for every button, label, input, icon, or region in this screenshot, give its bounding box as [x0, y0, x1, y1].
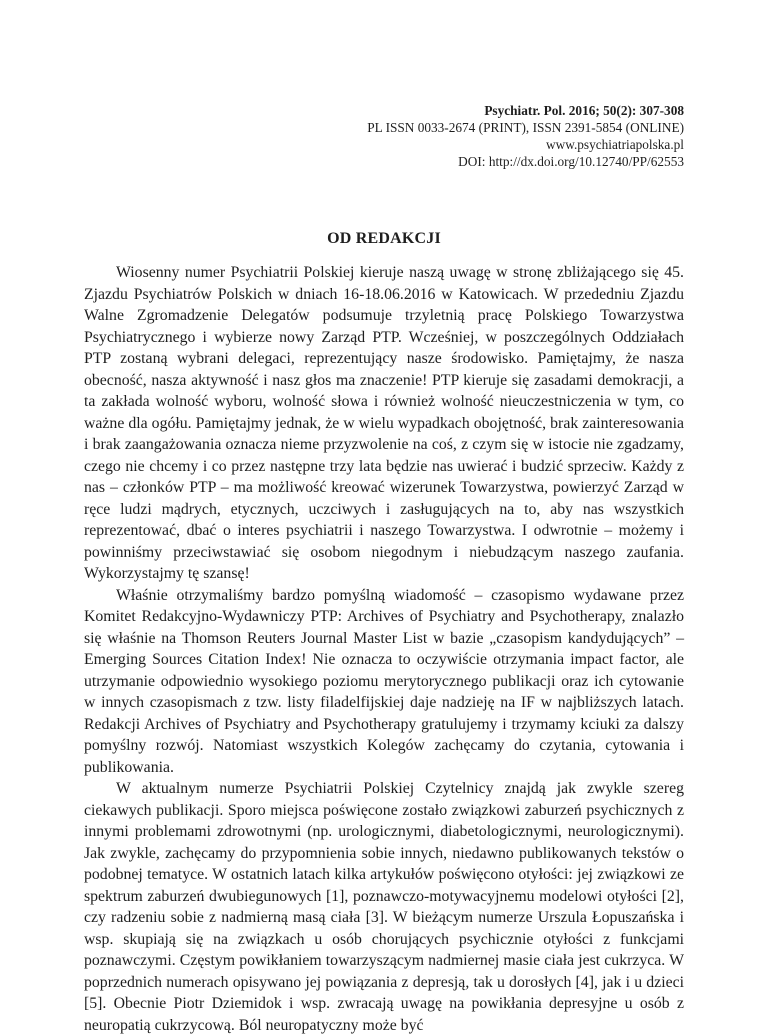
paragraph-congress: Wiosenny numer Psychiatrii Polskiej kieruje naszą uwagę w stronę zbliżającego się 45. Zjazdu Psychiatrów Polskich w dniach 16-18.06.2016 w Katowicach. W przededniu Zjazdu Walne Zgromadzenie Delegatów podsumuje trzyletnią pracę Polskiego Towarzystwa Psychiatrycznego i wybierze nowy Zarząd PTP. Wcześniej, w poszczególnych Oddziałach PTP zostaną wybrani delegaci, reprezentujący nasze środowisko. Pamiętajmy, że nasza obecność, nasza aktywność i nasz głos ma znaczenie! PTP kieruje się zasadami demokracji, a ta zakłada wolność wyboru, wolność słowa i również wolność nieuczestniczenia w tym, co ważne dla ogółu. Pamiętajmy jednak, że w wielu wypadkach obojętność, brak zainteresowania i brak zaangażowania oznacza nieme przyzwolenie na coś, z czym się w istocie nie zgadzamy, czego nie chcemy i co przez następne trzy lata będzie nas uwierać i budzić sprzeciw. Każdy z nas – członków PTP – ma możliwość kreować wizerunek Towarzystwa, powierzyć Zarząd w ręce ludzi mądrych, etycznych, uczciwych i zasługujących na to, aby nas wszystkich reprezentować, dbać o interes psychiatrii i naszego Towarzystwa. I odwrotnie – możemy i powinniśmy przeciwstawiać się osobom niegodnym i niebudzącym naszego zaufania. Wykorzystajmy tę szansę!: [84, 264, 684, 582]
section-title: OD REDAKCJI: [327, 230, 441, 247]
journal-website: www.psychiatriapolska.pl: [546, 137, 684, 152]
editorial-body: [84, 262, 684, 1036]
paragraph-current-issue: W aktualnym numerze Psychiatrii Polskiej Czytelnicy znajdą jak zwykle szereg ciekawych publikacji. Sporo miejsca poświęcone zostało związkowi zaburzeń psychicznych z innymi problemami zdrowotnymi (np. urologicznymi, diabetologicznymi, neurologicznymi). Jak zwykle, zachęcamy do przypomnienia sobie innych, niedawno publikowanych tekstów o podobnej tematyce. W ostatnich latach kilka artykułów poświęcono otyłości: jej związkowi ze spektrum zaburzeń dwubiegunowych [1], poznawczo-motywacyjnemu modelowi otyłości [2], czy radzeniu sobie z nadmierną masą ciała [3]. W bieżącym numerze Urszula Łopuszańska i wsp. skupiają się na związkach u osób chorujących psychicznie otyłości z funkcjami poznawczymi. Częstym powikłaniem towarzyszącym nadmiernej masie ciała jest cukrzyca. W poprzednich numerach opisywano jej powiązania z depresją, tak u dorosłych [4], jak i u dzieci [5]. Obecnie Piotr Dziemidok i wsp. zwracają uwagę na powikłania depresyjne u osób z neuropatią cukrzycową. Ból neuropatyczny może być: [84, 780, 684, 1034]
article-doi: DOI: http://dx.doi.org/10.12740/PP/62553: [458, 154, 684, 169]
paragraph-archives-news: Właśnie otrzymaliśmy bardzo pomyślną wiadomość – czasopismo wydawane przez Komitet Redakcyjno-Wydawniczy PTP: Archives of Psychiatry and Psychotherapy, znalazło się właśnie na Thomson Reuters Journal Master List w bazie „czasopism kandydujących” – Emerging Sources Citation Index! Nie oznacza to oczywiście otrzymania impact factor, ale utrzymanie odpowiednio wysokiego poziomu merytorycznego publikacji oraz ich cytowanie w innych czasopismach z tzw. listy filadelfijskiej daje nadzieję na IF w najbliższych latach. Redakcji Archives of Psychiatry and Psychotherapy gratulujemy i trzymamy kciuki za dalszy pomyślny rozwój. Natomiast wszystkich Kolegów zachęcamy do czytania, cytowania i publikowania.: [84, 586, 684, 776]
journal-header: [367, 102, 684, 170]
journal-issn: PL ISSN 0033-2674 (PRINT), ISSN 2391-5854 (ONLINE): [367, 120, 684, 135]
journal-citation: Psychiatr. Pol. 2016; 50(2): 307-308: [484, 103, 684, 118]
